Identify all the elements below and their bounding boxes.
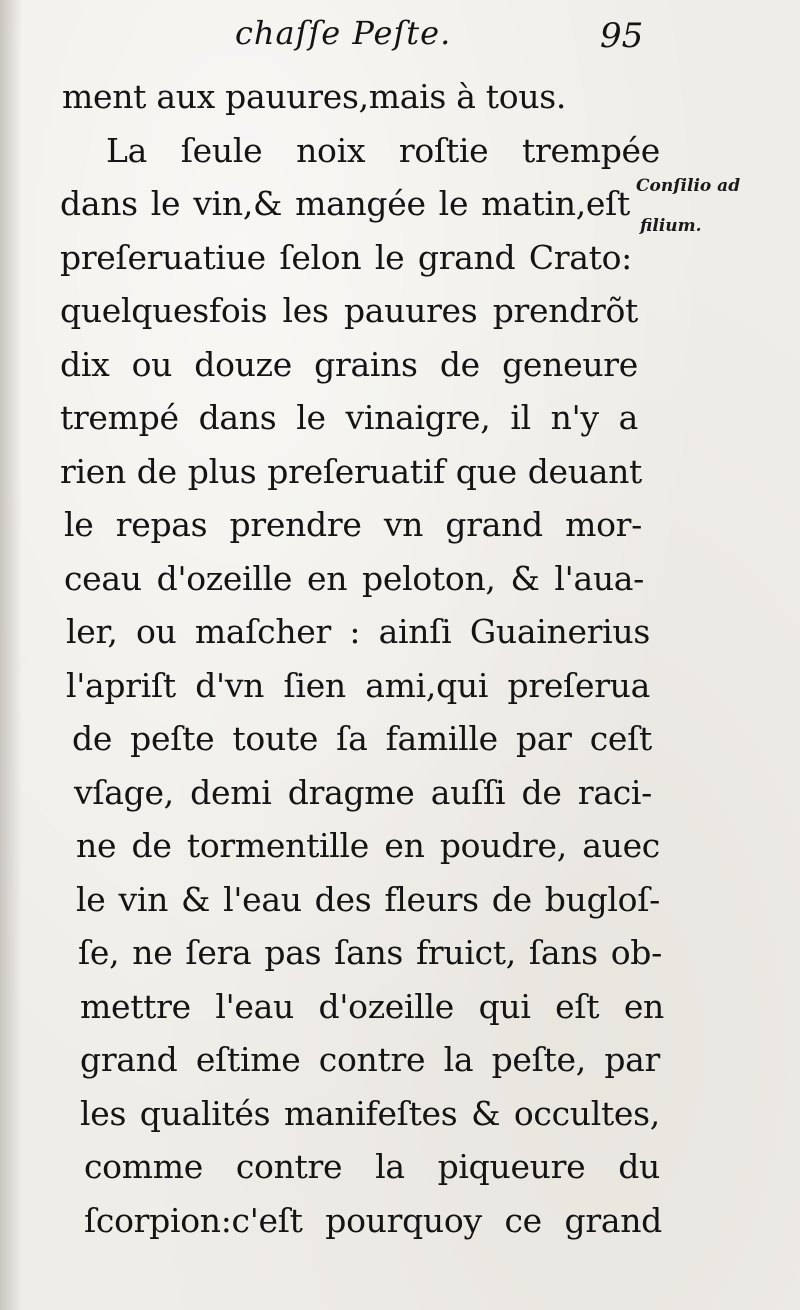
text-line: le vin & l'eau des fleurs de bugloſ- [76,879,660,919]
text-line: quelquesfois les pauures prendrõt [60,291,638,330]
text-line: ler, ou maſcher : ainſi Guainerius [66,612,650,651]
text-line: mettre l'eau d'ozeille qui eſt en [80,986,664,1026]
text-line: trempé dans le vinaigre, il n'y a [60,398,638,437]
text-line: grand eſtime contre la peſte, par [80,1040,660,1079]
text-line: rien de plus preſeruatif que deuant [60,451,642,491]
text-line: le repas prendre vn grand mor- [64,505,642,544]
text-line: dans le vin,& mangée le matin,eſt [60,184,630,223]
running-head: chaſſe Peſte. [235,14,452,52]
text-line: ment aux pauures,mais à tous. [62,77,567,116]
text-line: ne de tormentille en poudre, auec [76,826,660,865]
text-line: de peſte toute ſa famille par ceſt [72,719,652,758]
text-line: vſage, demi dragme auſſi de raci- [74,772,652,812]
text-line: La ſeule noix roſtie trempée [106,130,660,170]
page-number: 95 [600,16,644,56]
text-line: l'apriſt d'vn ſien ami,qui preſerua [66,665,650,705]
text-line: dix ou douze grains de geneure [60,344,638,384]
text-line: comme contre la piqueure du [84,1147,660,1186]
page-gutter-shadow [0,0,22,1310]
text-line: ceau d'ozeille en peloton, & l'aua- [64,558,644,598]
margin-note-line: filium. [640,216,702,236]
margin-note-line: Conſilio ad [636,176,741,196]
text-line: ſcorpion:c'eſt pourquoy ce grand [84,1200,662,1240]
text-line: ſe, ne ſera pas ſans fruict, ſans ob- [78,933,662,972]
text-line: les qualités manifeſtes & occultes, [80,1093,660,1133]
body-text [60,70,664,1247]
text-line: preſeruatiue ſelon le grand Crato: [60,237,632,277]
